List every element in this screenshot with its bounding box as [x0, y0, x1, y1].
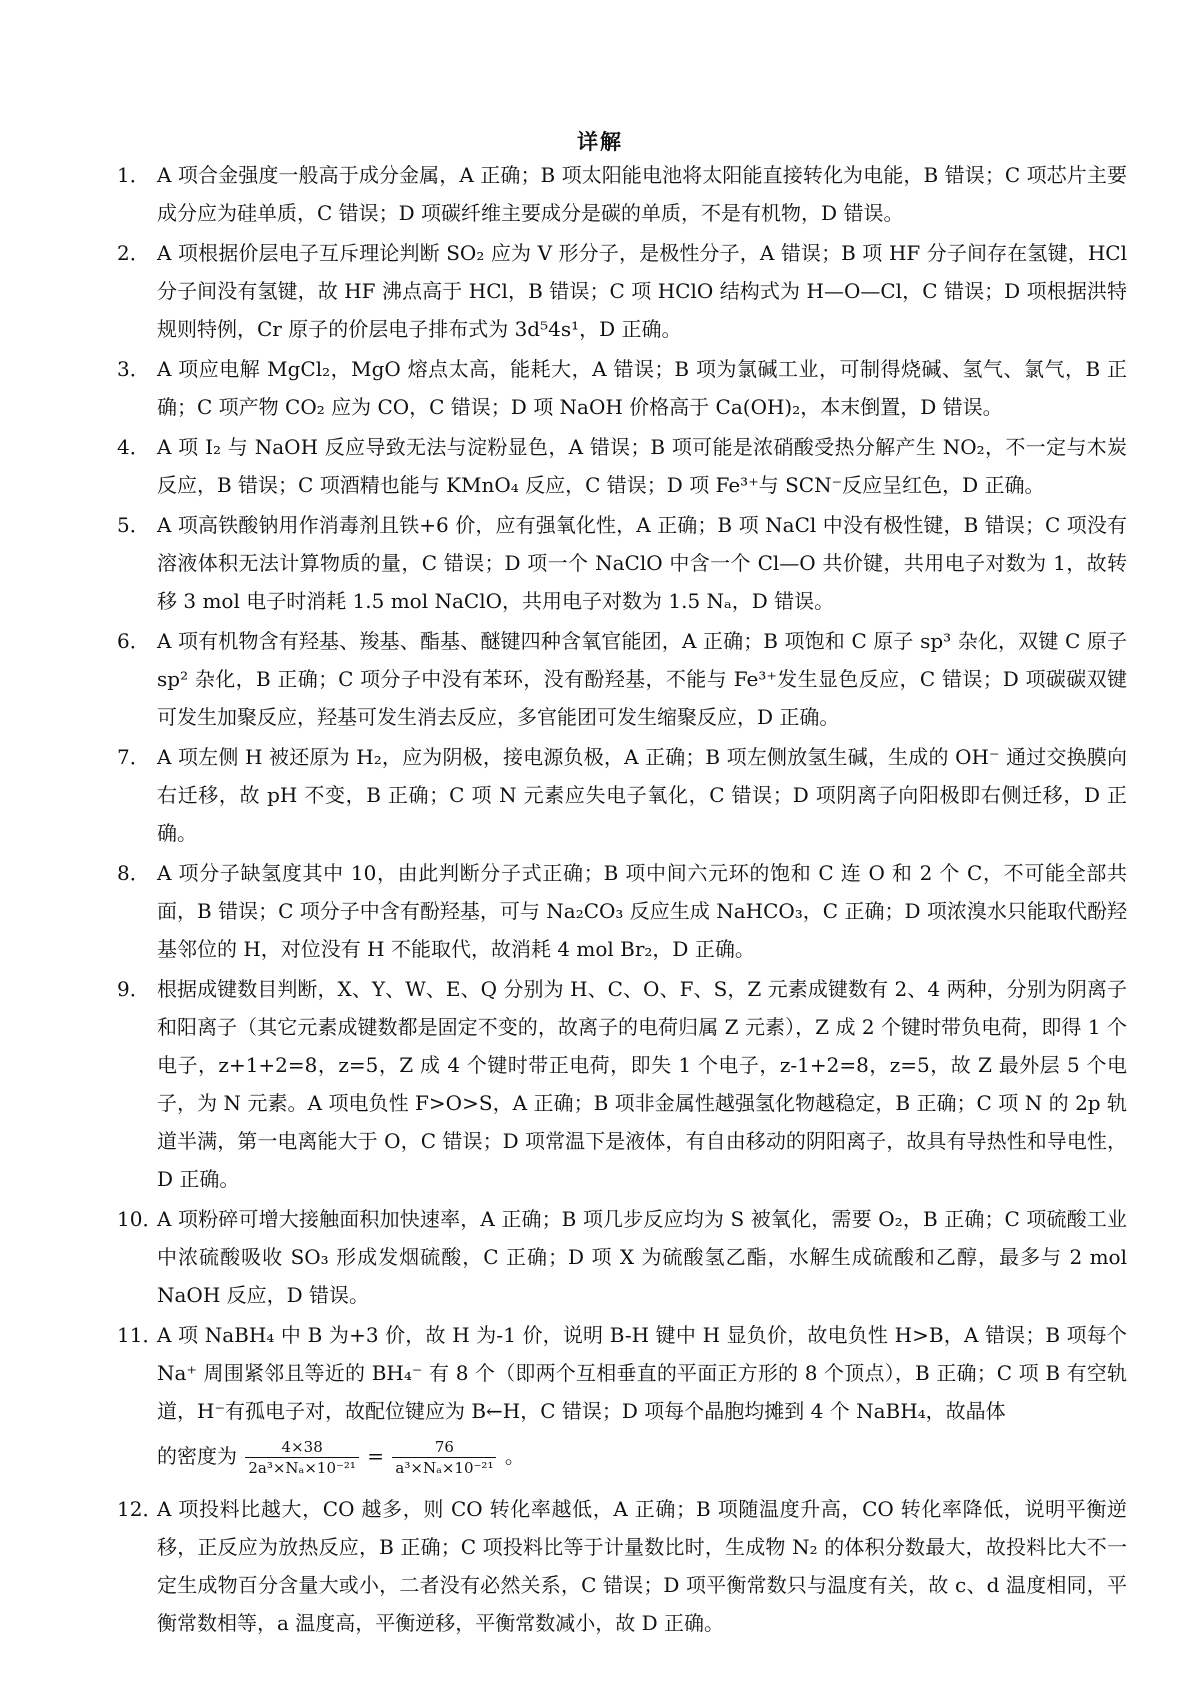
- fraction-2: [392, 1437, 496, 1478]
- answer-item-10: [117, 1200, 1127, 1314]
- item-text: A 项合金强度一般高于成分金属，A 正确；B 项太阳能电池将太阳能直接转化为电能，B 错误；C 项芯片主要成分应为硅单质，C 错误；D 项碳纤维主要成分是碳的单质，不是有机物，D 错误。: [157, 163, 1127, 225]
- item-text: A 项根据价层电子互斥理论判断 SO₂ 应为 V 形分子，是极性分子，A 错误；B 项 HF 分子间存在氢键，HCl 分子间没有氢键，故 HF 沸点高于 HCl，B 错误；C 项 HClO 结构式为 H—O—Cl，C 错误；D 项根据洪特规则特例，Cr 原子的价层电子排布式为 3d⁵4s¹，D 正确。: [157, 241, 1127, 341]
- answer-item-9: [117, 970, 1127, 1198]
- formula-prefix: 的密度为: [157, 1444, 237, 1468]
- formula-suffix: 。: [504, 1444, 525, 1468]
- answer-item-3: [117, 350, 1127, 426]
- item-number: 5．: [117, 513, 150, 537]
- answer-list: [117, 156, 1127, 1644]
- fraction-1-numerator: 4×38: [245, 1437, 359, 1458]
- item-number: 1．: [117, 163, 150, 187]
- formula-equals: =: [367, 1444, 385, 1468]
- answer-item-8: [117, 854, 1127, 968]
- fraction-1: [245, 1437, 359, 1478]
- item-text: A 项应电解 MgCl₂，MgO 熔点太高，能耗大，A 错误；B 项为氯碱工业，可制得烧碱、氢气、氯气，B 正确；C 项产物 CO₂ 应为 CO，C 错误；D 项 NaOH 价格高于 Ca(OH)₂，本末倒置，D 错误。: [157, 357, 1127, 419]
- answer-item-5: [117, 506, 1127, 620]
- item-text: A 项 NaBH₄ 中 B 为+3 价，故 H 为-1 价，说明 B-H 键中 H 显负价，故电负性 H>B，A 错误；B 项每个 Na⁺ 周围紧邻且等近的 BH₄⁻ 有 8 个（即两个互相垂直的平面正方形的 8 个顶点），B 正确；C 项 B 有空轨道，H⁻有孤电子对，故配位键应为 B←H，C 错误；D 项每个晶胞均摊到 4 个 NaBH₄，故晶体: [157, 1323, 1127, 1423]
- item-text: A 项有机物含有羟基、羧基、酯基、醚键四种含氧官能团，A 正确；B 项饱和 C 原子 sp³ 杂化，双键 C 原子 sp² 杂化，B 正确；C 项分子中没有苯环，没有酚羟基，不能与 Fe³⁺发生显色反应，C 错误；D 项碳碳双键可发生加聚反应，羟基可发生消去反应，多官能团可发生缩聚反应，D 正确。: [157, 629, 1127, 729]
- density-formula: [157, 1430, 1127, 1482]
- item-text: A 项 I₂ 与 NaOH 反应导致无法与淀粉显色，A 错误；B 项可能是浓硝酸受热分解产生 NO₂，不一定与木炭反应，B 错误；C 项酒精也能与 KMnO₄ 反应，C 错误；D 项 Fe³⁺与 SCN⁻反应呈红色，D 正确。: [157, 435, 1127, 497]
- answer-item-4: [117, 428, 1127, 504]
- item-text: 根据成键数目判断，X、Y、W、E、Q 分别为 H、C、O、F、S，Z 元素成键数有 2、4 两种，分别为阴离子和阳离子（其它元素成键数都是固定不变的，故离子的电荷归属 Z 元素），Z 成 2 个键时带负电荷，即得 1 个电子，z+1+2=8，z=5，Z 成 4 个键时带正电荷，即失 1 个电子，z-1+2=8，z=5，故 Z 最外层 5 个电子，为 N 元素。A 项电负性 F>O>S，A 正确；B 项非金属性越强氢化物越稳定，B 正确；C 项 N 的 2p 轨道半满，第一电离能大于 O，C 错误；D 项常温下是液体，有自由移动的阴阳离子，故具有导热性和导电性，D 正确。: [157, 977, 1127, 1191]
- item-number: 8．: [117, 861, 150, 885]
- page-title: 详解: [577, 129, 623, 154]
- item-text: A 项分子缺氢度其中 10，由此判断分子式正确；B 项中间六元环的饱和 C 连 O 和 2 个 C，不可能全部共面，B 错误；C 项分子中含有酚羟基，可与 Na₂CO₃ 反应生成 NaHCO₃，C 正确；D 项浓溴水只能取代酚羟基邻位的 H，对位没有 H 不能取代，故消耗 4 mol Br₂，D 正确。: [157, 861, 1127, 961]
- item-number: 7．: [117, 745, 150, 769]
- item-text: A 项左侧 H 被还原为 H₂，应为阴极，接电源负极，A 正确；B 项左侧放氢生碱，生成的 OH⁻ 通过交换膜向右迁移，故 pH 不变，B 正确；C 项 N 元素应失电子氧化，C 错误；D 项阴离子向阳极即右侧迁移，D 正确。: [157, 745, 1127, 845]
- answer-item-7: [117, 738, 1127, 852]
- item-number: 2．: [117, 241, 150, 265]
- fraction-2-numerator: 76: [392, 1437, 496, 1458]
- fraction-2-denominator: a³×Nₐ×10⁻²¹: [395, 1459, 494, 1477]
- item-number: 11．: [117, 1323, 163, 1347]
- answer-item-11: [117, 1316, 1127, 1482]
- item-number: 6．: [117, 629, 150, 653]
- item-text: A 项粉碎可增大接触面积加快速率，A 正确；B 项几步反应均为 S 被氧化，需要 O₂，B 正确；C 项硫酸工业中浓硫酸吸收 SO₃ 形成发烟硫酸，C 正确；D 项 X 为硫酸氢乙酯，水解生成硫酸和乙醇，最多与 2 mol NaOH 反应，D 错误。: [157, 1207, 1127, 1307]
- item-text: A 项高铁酸钠用作消毒剂且铁+6 价，应有强氧化性，A 正确；B 项 NaCl 中没有极性键，B 错误；C 项没有溶液体积无法计算物质的量，C 错误；D 项一个 NaClO 中含一个 Cl—O 共价键，共用电子对数为 1，故转移 3 mol 电子时消耗 1.5 mol NaClO，共用电子对数为 1.5 Nₐ，D 错误。: [157, 513, 1127, 613]
- answer-item-1: [117, 156, 1127, 232]
- item-number: 4．: [117, 435, 150, 459]
- answer-item-6: [117, 622, 1127, 736]
- item-number: 9．: [117, 977, 150, 1001]
- answer-item-2: [117, 234, 1127, 348]
- item-number: 3．: [117, 357, 150, 381]
- item-text: A 项投料比越大，CO 越多，则 CO 转化率越低，A 正确；B 项随温度升高，CO 转化率降低，说明平衡逆移，正反应为放热反应，B 正确；C 项投料比等于计量数比时，生成物 N₂ 的体积分数最大，故投料比大不一定生成物百分含量大或小，二者没有必然关系，C 错误；D 项平衡常数只与温度有关，故 c、d 温度相同，平衡常数相等，a 温度高，平衡逆移，平衡常数减小，故 D 正确。: [157, 1497, 1127, 1635]
- answer-item-12: [117, 1490, 1127, 1642]
- item-number: 10．: [117, 1207, 163, 1231]
- fraction-1-denominator: 2a³×Nₐ×10⁻²¹: [248, 1459, 356, 1477]
- item-number: 12．: [117, 1497, 163, 1521]
